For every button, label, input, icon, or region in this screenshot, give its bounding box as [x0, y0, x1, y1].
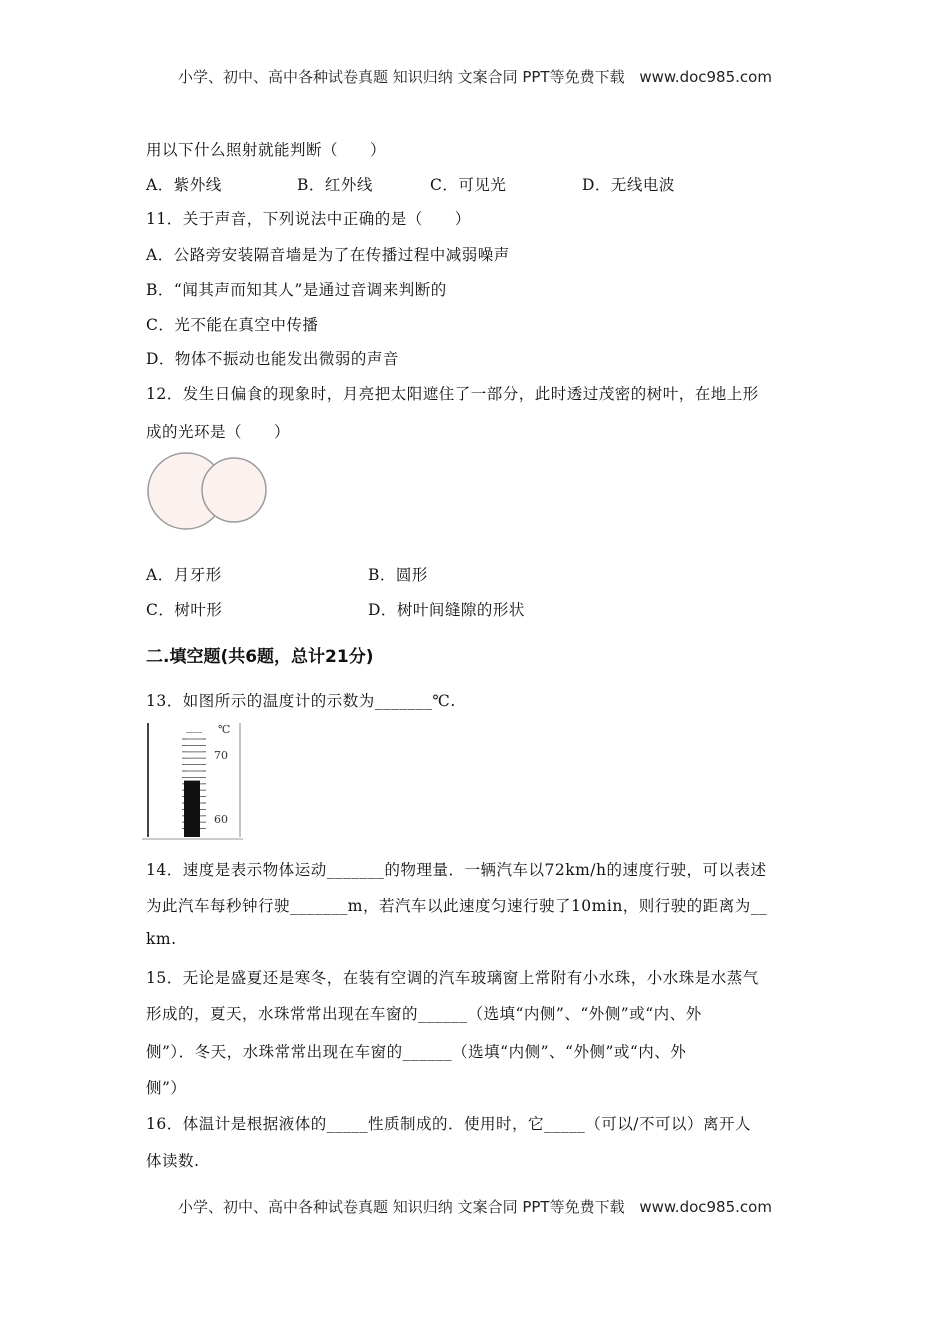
q14-line3: km.: [146, 930, 177, 948]
thermometer-figure: [140, 717, 245, 841]
q12-option-c: C．树叶形: [146, 601, 223, 619]
q14-line2: 为此汽车每秒钟行驶_______m，若汽车以此速度匀速行驶了10min，则行驶的距离为__: [146, 897, 768, 915]
q10-option-a: A．紫外线: [146, 176, 222, 194]
q15-line1: 15．无论是盛夏还是寒冬，在装有空调的汽车玻璃窗上常附有小水珠，小水珠是水蒸气: [146, 969, 759, 987]
thermometer-liquid: [184, 781, 200, 837]
unit-label: ℃: [218, 723, 231, 736]
q12-option-a: A．月牙形: [146, 566, 222, 584]
moon-circle: [202, 458, 266, 522]
q15-line4: 侧”）: [146, 1079, 187, 1097]
q10-option-d: D．无线电波: [582, 176, 675, 194]
page-footer: [0, 1196, 950, 1217]
q16-line1: 16．体温计是根据液体的_____性质制成的．使用时，它_____（可以/不可以）离开人: [146, 1115, 751, 1133]
q12-stem-line2: 成的光环是（ ）: [146, 423, 291, 441]
q11-option-c: C．光不能在真空中传播: [146, 316, 319, 334]
q15-line2: 形成的，夏天，水珠常常出现在车窗的______（选填“内侧”、“外侧”或“内、外: [146, 1005, 702, 1023]
q11-option-a: A．公路旁安装隔音墙是为了在传播过程中减弱噪声: [146, 246, 510, 264]
q12-option-d: D．树叶间缝隙的形状: [368, 601, 525, 619]
header-site-link[interactable]: www.doc985.com: [639, 68, 772, 86]
q15-line3: 侧”）．冬天，水珠常常出现在车窗的______（选填“内侧”、“外侧”或“内、外: [146, 1043, 687, 1061]
upper-label: 70: [214, 749, 228, 762]
eclipse-figure: [144, 450, 272, 532]
q11-option-d: D．物体不振动也能发出微弱的声音: [146, 350, 399, 368]
q11-option-b: B．“闻其声而知其人”是通过音调来判断的: [146, 281, 447, 299]
lower-label: 60: [214, 813, 228, 826]
q12-option-b: B．圆形: [368, 566, 428, 584]
q10-stem: 用以下什么照射就能判断（ ）: [146, 141, 387, 159]
page-header: [0, 66, 950, 87]
q10-option-c: C．可见光: [430, 176, 507, 194]
footer-site-link[interactable]: www.doc985.com: [639, 1198, 772, 1216]
header-text: 小学、初中、高中各种试卷真题 知识归纳 文案合同 PPT等免费下载: [178, 68, 625, 86]
q12-stem-line1: 12．发生日偏食的现象时，月亮把太阳遮住了一部分，此时透过茂密的树叶，在地上形: [146, 385, 759, 403]
footer-text: 小学、初中、高中各种试卷真题 知识归纳 文案合同 PPT等免费下载: [178, 1198, 625, 1216]
q14-line1: 14．速度是表示物体运动_______的物理量．一辆汽车以72km/h的速度行驶，可以表述: [146, 861, 767, 879]
q11-stem: 11．关于声音，下列说法中正确的是（ ）: [146, 210, 471, 228]
q16-line2: 体读数.: [146, 1152, 200, 1170]
q10-option-b: B．红外线: [297, 176, 373, 194]
q13-stem: 13．如图所示的温度计的示数为_______℃.: [146, 692, 456, 710]
section-title: 二.填空题(共6题，总计21分): [146, 647, 374, 667]
